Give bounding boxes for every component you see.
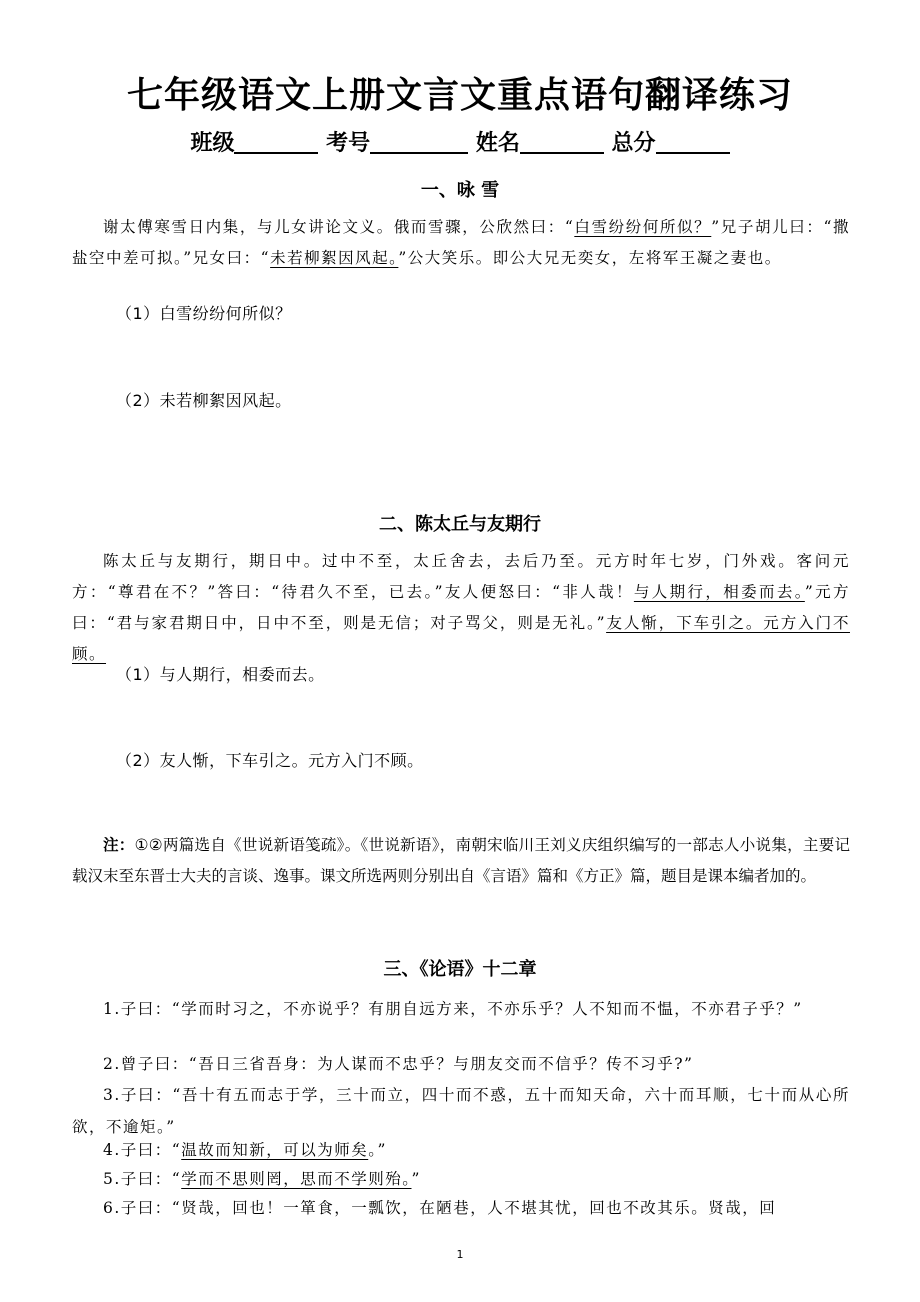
student-info-line [0, 128, 920, 159]
passage-chentaiqiu: 陈太丘与友期行，期日中。过中不至，太丘舍去，去后乃至。元方时年七岁，门外戏。客问元方：“尊君在不？”答曰：“待君久不至，已去。”友人便怒曰：“非人哉！与人期行，相委而去。”元方曰：“君与家君期日中，日中不至，则是无信；对子骂父，则是无礼。”友人惭，下车引之。元方入门不顾。 [72, 552, 850, 663]
question-2-2: （2）友人惭，下车引之。元方入门不顾。 [116, 751, 424, 770]
note-paragraph: 注：①②两篇选自《世说新语笺疏》。《世说新语》，南朝宋临川王刘义庆组织编写的一部志人小说集，主要记载汉末至东晋士大夫的言谈、逸事。课文所选两则分别出自《言语》篇和《方正》篇，题目是课本编者加的。 [72, 836, 850, 885]
score-blank[interactable] [656, 128, 730, 154]
exam-no-blank[interactable] [370, 128, 468, 154]
lunyu-chapter-4: 4.子曰：“温故而知新，可以为师矣。” [103, 1141, 387, 1159]
page-title: 七年级语文上册文言文重点语句翻译练习 [126, 75, 793, 116]
lunyu-chapter-1: 1.子曰：“学而时习之，不亦说乎？有朋自远方来，不亦乐乎？人不知而不愠，不亦君子乎？” [103, 1000, 803, 1018]
class-label: 班级 [190, 131, 235, 156]
lunyu-chapter-2: 2.曾子曰：“吾日三省吾身：为人谋而不忠乎？与朋友交而不信乎？传不习乎?” [103, 1055, 694, 1073]
page-number: 1 [456, 1248, 464, 1261]
underlined-sentence: 学而不思则罔，思而不学则殆。 [181, 1170, 412, 1188]
name-blank[interactable] [520, 128, 604, 154]
underlined-sentence: 友人惭，下车引之。元方入门不顾。 [72, 614, 850, 663]
name-label: 姓名 [475, 131, 520, 156]
section-heading-lunyu: 三、《论语》十二章 [383, 959, 537, 980]
section-heading-chentaiqiu: 二、陈太丘与友期行 [379, 514, 541, 535]
class-blank[interactable] [234, 128, 318, 154]
score-label: 总分 [611, 131, 656, 156]
underlined-sentence: 温故而知新，可以为师矣 [181, 1141, 369, 1159]
exam-no-label: 考号 [326, 131, 371, 156]
question-2-1: （1）与人期行，相委而去。 [116, 665, 325, 684]
underlined-sentence: 白雪纷纷何所似？ [574, 218, 712, 236]
underlined-sentence: 未若柳絮因风起。 [270, 249, 399, 267]
lunyu-chapter-5: 5.子曰：“学而不思则罔，思而不学则殆。” [103, 1170, 421, 1188]
question-1-2: （2）未若柳絮因风起。 [116, 391, 292, 410]
lunyu-chapter-6: 6.子曰：“贤哉，回也！一箪食，一瓢饮，在陋巷，人不堪其忧，回也不改其乐。贤哉，回 [103, 1199, 777, 1217]
note-label: 注： [103, 836, 135, 854]
lunyu-chapter-3: 3.子曰：“吾十有五而志于学，三十而立，四十而不惑，五十而知天命，六十而耳顺，七十而从心所欲，不逾矩。” [72, 1086, 850, 1136]
passage-yongxue: 谢太傅寒雪日内集，与儿女讲论文义。俄而雪骤，公欣然曰：“白雪纷纷何所似？”兄子胡儿曰：“撒盐空中差可拟。”兄女曰：“未若柳絮因风起。”公大笑乐。即公大兄无奕女，左将军王凝之妻也。 [72, 218, 850, 267]
question-1-1: （1）白雪纷纷何所似？ [116, 304, 292, 323]
underlined-sentence: 与人期行，相委而去。 [633, 583, 805, 601]
section-heading-yongxue: 一、咏 雪 [420, 180, 500, 201]
